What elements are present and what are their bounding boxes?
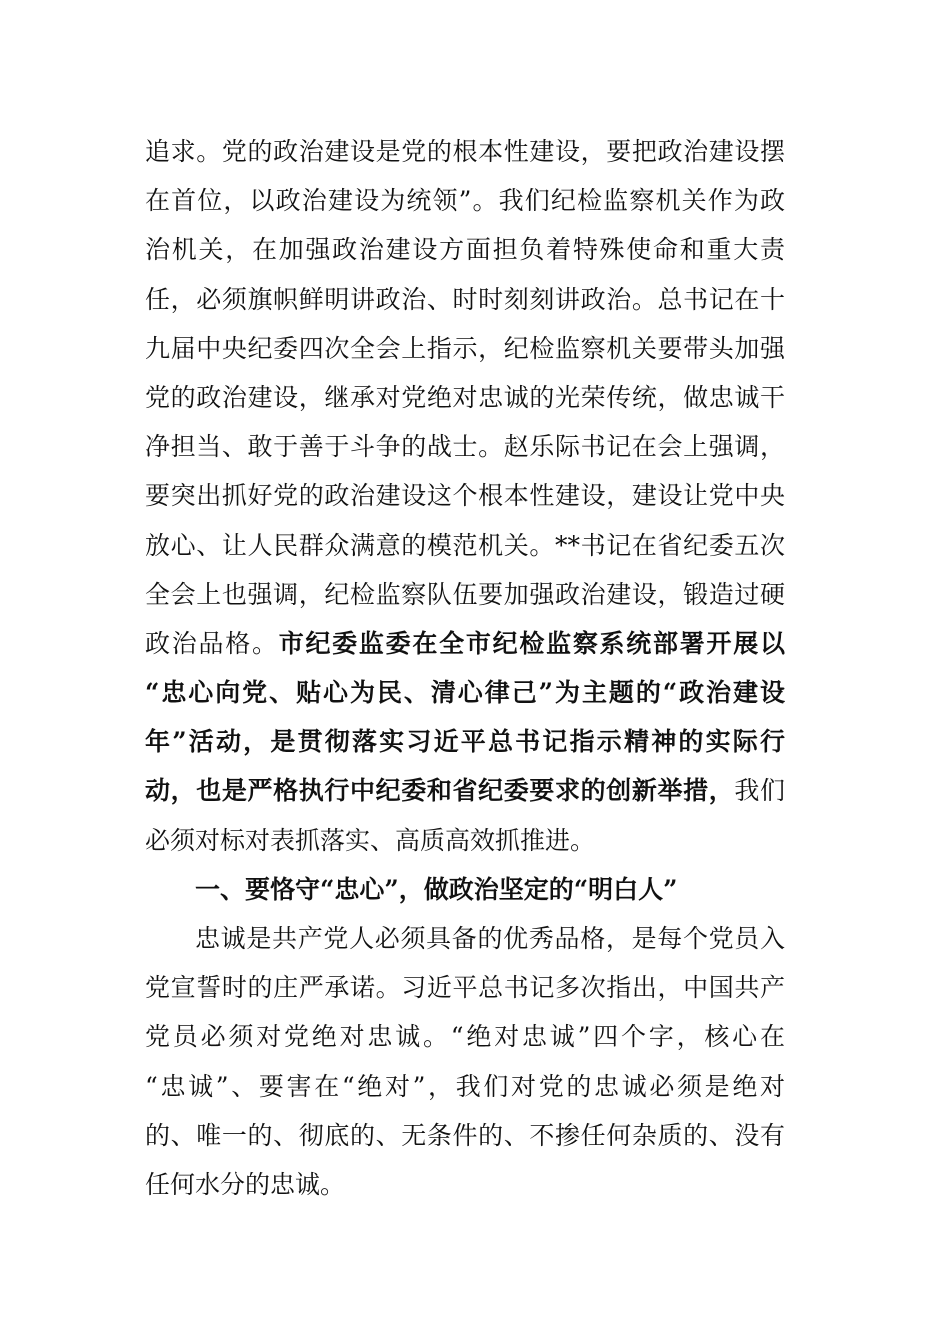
paragraph-line: 在首位，以政治建设为统领”。我们纪检监察机关作为政 [145, 186, 785, 216]
paragraph-line: 的、唯一的、彻底的、无条件的、不掺任何杂质的、没有 [145, 1120, 785, 1150]
paragraph-line: 任，必须旗帜鲜明讲政治、时时刻刻讲政治。总书记在十 [145, 284, 785, 314]
section-heading: 一、要恪守“忠心”，做政治坚定的“明白人” [195, 874, 678, 904]
paragraph-line: 治机关，在加强政治建设方面担负着特殊使命和重大责 [145, 235, 785, 265]
paragraph-line: “忠诚”、要害在“绝对”，我们对党的忠诚必须是绝对 [145, 1071, 785, 1101]
paragraph-line: 任何水分的忠诚。 [145, 1169, 346, 1199]
bold-text: 市纪委监委在全市纪检监察系统部署开展以 [278, 628, 785, 658]
document-body [145, 127, 785, 1209]
paragraph-line: 净担当、敢于善于斗争的战士。赵乐际书记在会上强调， [145, 432, 785, 462]
paragraph-line: 党员必须对党绝对忠诚。“绝对忠诚”四个字，核心在 [145, 1022, 785, 1052]
paragraph-line-mixed [145, 766, 785, 815]
paragraph-line: 放心、让人民群众满意的模范机关。**书记在省纪委五次 [145, 530, 785, 560]
plain-text: 政治品格。 [145, 628, 279, 658]
bold-text: 动，也是严格执行中纪委和省纪委要求的创新举措， [145, 776, 735, 806]
paragraph-line: 党宣誓时的庄严承诺。习近平总书记多次指出，中国共产 [145, 973, 785, 1003]
paragraph-line: 全会上也强调，纪检监察队伍要加强政治建设，锻造过硬 [145, 579, 785, 609]
paragraph-line: 九届中央纪委四次全会上指示，纪检监察机关要带头加强 [145, 333, 785, 363]
bold-paragraph-line: 年”活动，是贯彻落实习近平总书记指示精神的实际行 [145, 727, 785, 757]
paragraph-line: 要突出抓好党的政治建设这个根本性建设，建设让党中央 [145, 481, 785, 511]
bold-paragraph-line: “忠心向党、贴心为民、清心律己”为主题的“政治建设 [145, 678, 785, 708]
paragraph-line: 忠诚是共产党人必须具备的优秀品格，是每个党员入 [195, 924, 785, 953]
paragraph-line: 追求。党的政治建设是党的根本性建设，要把政治建设摆 [145, 137, 785, 166]
paragraph-line-mixed [145, 619, 785, 668]
paragraph-line: 党的政治建设，继承对党绝对忠诚的光荣传统，做忠诚干 [145, 382, 785, 412]
plain-text: 我们 [734, 776, 785, 806]
paragraph-line: 必须对标对表抓落实、高质高效抓推进。 [145, 825, 596, 855]
